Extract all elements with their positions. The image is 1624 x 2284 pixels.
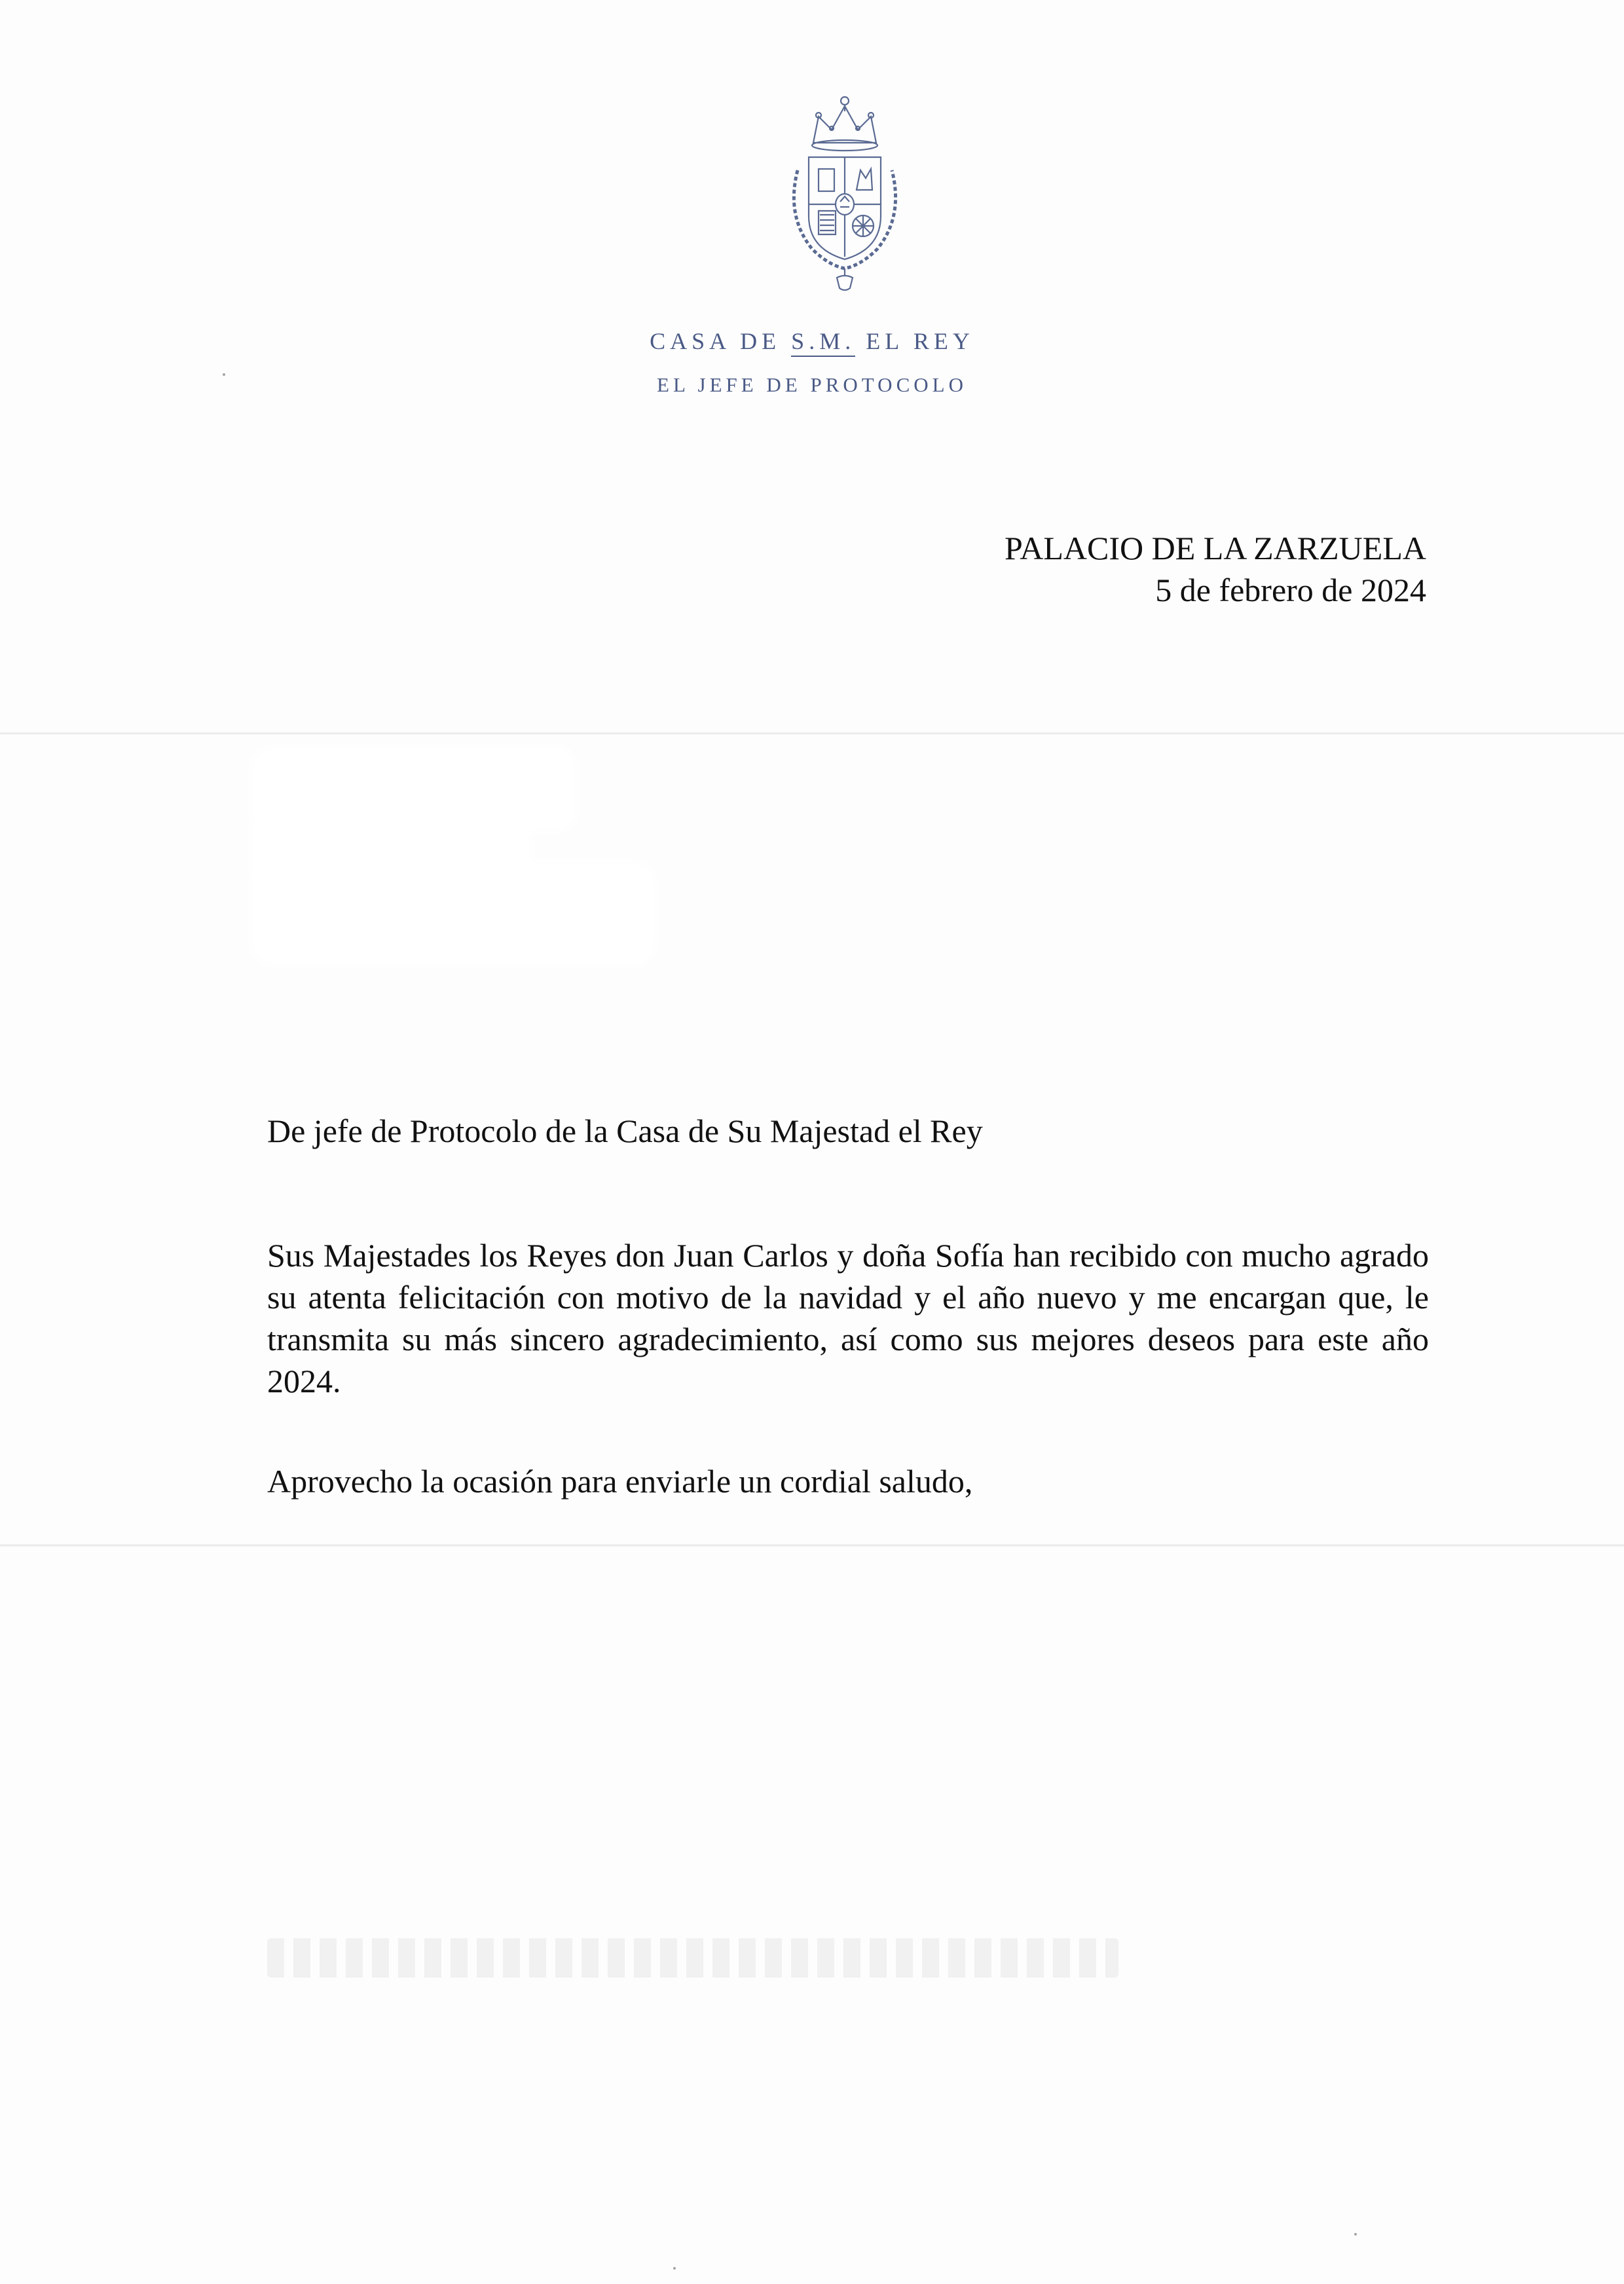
letterhead-house-sm: S.M.	[791, 328, 855, 357]
letter-paragraph: Sus Majestades los Reyes don Juan Carlos y doña Sofía han recibido con mucho agrado su atenta felicitación con motivo de la navidad y el año nuevo y me encargan que, le transmita su más sincero agradecimiento, así como sus mejores deseos para este año 2024.	[267, 1237, 1429, 1399]
letter-closing: Aprovecho la ocasión para enviarle un cordial saludo,	[267, 1463, 973, 1500]
paper-speck	[223, 373, 225, 376]
letter-salutation: De jefe de Protocolo de la Casa de Su Majestad el Rey	[267, 1113, 983, 1149]
letterhead-house-prefix: CASA DE	[650, 328, 792, 354]
place-date-block	[1005, 527, 1426, 611]
royal-coat-of-arms-icon	[773, 92, 917, 295]
letterhead-house-suffix: EL REY	[855, 328, 974, 354]
paper-show-through	[267, 1938, 1118, 1978]
redacted-recipient-address	[257, 753, 571, 825]
letterhead-office: EL JEFE DE PROTOCOLO	[657, 373, 967, 396]
paper-speck	[1354, 2233, 1357, 2236]
paper-fold-line	[0, 1544, 1624, 1547]
place-line: PALACIO DE LA ZARZUELA	[1005, 530, 1426, 566]
paper-fold-line	[0, 732, 1624, 735]
redacted-recipient-address	[257, 868, 650, 959]
paper-speck	[673, 2267, 676, 2270]
date-line: 5 de febrero de 2024	[1155, 572, 1426, 608]
letterhead-house	[0, 327, 1624, 355]
